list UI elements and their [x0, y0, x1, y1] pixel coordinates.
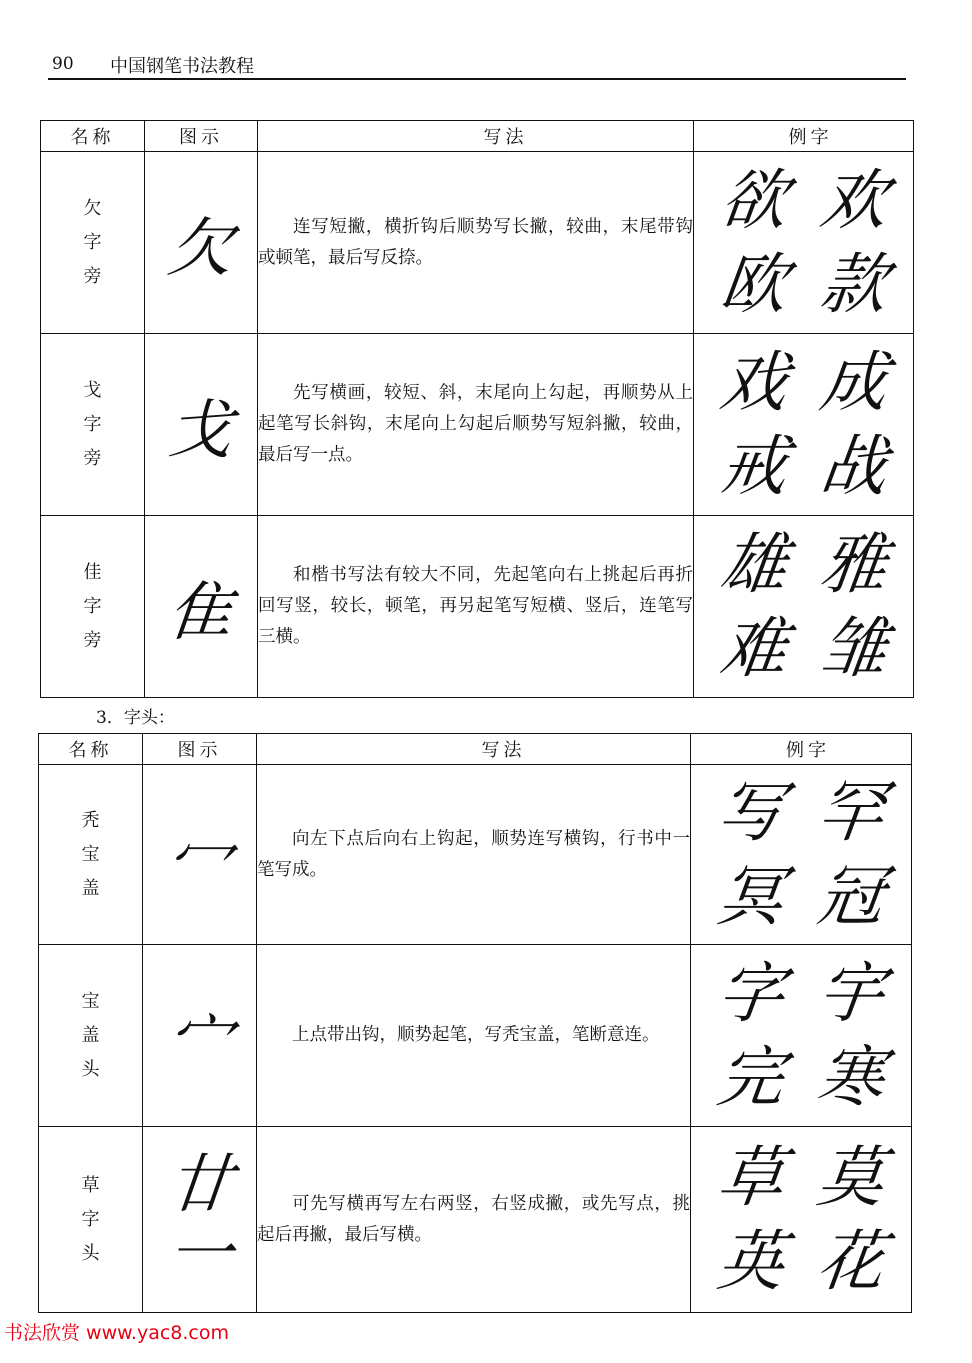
writing-method: 可先写横再写左右两竖，右竖成撇，或先写点，挑起后再撇，最后写横。	[257, 1127, 691, 1313]
example-char: 雏	[815, 609, 892, 687]
name-char: 头	[81, 1242, 100, 1264]
diagram-glyph: 一	[163, 1217, 236, 1292]
name-char: 宝	[81, 843, 100, 865]
col-header-diagram: 图示	[145, 121, 258, 152]
example-char: 戒	[715, 427, 792, 505]
name-char: 旁	[83, 265, 102, 287]
name-char: 字	[83, 595, 102, 617]
example-characters	[691, 765, 912, 945]
name-char: 戈	[83, 379, 102, 401]
example-char: 欢	[815, 161, 892, 239]
example-char: 寒	[813, 1038, 889, 1116]
col-header-name: 名称	[39, 734, 143, 765]
writing-method: 连写短撇，横折钩后顺势写长撇，较曲，末尾带钩或顿笔，最后写反捺。	[258, 152, 694, 334]
writing-method: 先写横画，较短、斜，末尾向上勾起，再顺势从上起笔写长斜钩，末尾向上勾起后顺势写短斜撇，较曲，最后写一点。	[258, 334, 694, 516]
table-row	[39, 765, 912, 945]
col-header-method: 写法	[257, 734, 691, 765]
table-row	[41, 516, 914, 698]
table-row	[41, 334, 914, 516]
example-characters	[694, 334, 914, 516]
name-char: 佳	[83, 561, 102, 583]
col-header-diagram: 图示	[143, 734, 257, 765]
name-char: 旁	[83, 629, 102, 651]
radical-diagram	[143, 1127, 257, 1313]
example-char: 莫	[813, 1138, 889, 1216]
writing-method: 和楷书写法有较大不同，先起笔向右上挑起后再折回写竖，较长，顿笔，再另起笔写短横、竖后，连笔写三横。	[258, 516, 694, 698]
radical-name	[39, 765, 143, 945]
name-char: 旁	[83, 447, 102, 469]
diagram-glyph: 廿	[163, 1147, 236, 1222]
radical-diagram	[145, 516, 258, 698]
watermark: 书法欣赏 www.yac8.com	[4, 1322, 229, 1344]
diagram-glyph: 宀	[162, 1004, 235, 1079]
name-char: 秃	[81, 809, 100, 831]
example-char: 草	[713, 1138, 789, 1216]
name-char: 字	[81, 1208, 100, 1230]
writing-method: 向左下点后向右上钩起，顺势连写横钩，行书中一笔写成。	[257, 765, 691, 945]
table-row	[39, 945, 912, 1127]
radical-name	[39, 1127, 143, 1313]
radical-name	[41, 516, 145, 698]
name-char: 盖	[81, 877, 100, 899]
name-char: 字	[83, 231, 102, 253]
name-char: 欠	[83, 197, 102, 219]
diagram-glyph: 欠	[164, 211, 237, 286]
col-header-name: 名称	[41, 121, 145, 152]
example-char: 罕	[813, 773, 889, 851]
name-char: 字	[83, 413, 102, 435]
example-char: 难	[715, 609, 792, 687]
radical-diagram	[143, 945, 257, 1127]
name-char: 草	[81, 1174, 100, 1196]
writing-method: 上点带出钩，顺势起笔，写秃宝盖，笔断意连。	[257, 945, 691, 1127]
table-row	[39, 1127, 912, 1313]
diagram-glyph: 隹	[164, 575, 237, 650]
table-row	[41, 152, 914, 334]
example-char: 冥	[713, 857, 789, 935]
col-header-method: 写法	[258, 121, 694, 152]
name-char: 盖	[81, 1024, 100, 1046]
example-char: 雄	[715, 525, 792, 603]
radical-table-2	[38, 733, 912, 1313]
radical-name	[41, 152, 145, 334]
radical-name	[39, 945, 143, 1127]
radical-table-1	[40, 120, 914, 698]
example-char: 英	[713, 1222, 789, 1300]
radical-diagram	[145, 152, 258, 334]
example-characters	[694, 516, 914, 698]
example-char: 宇	[813, 954, 889, 1032]
example-char: 成	[815, 343, 892, 421]
example-characters	[691, 945, 912, 1127]
example-char: 戏	[715, 343, 792, 421]
example-char: 战	[815, 427, 892, 505]
name-char: 宝	[81, 990, 100, 1012]
example-characters	[691, 1127, 912, 1313]
example-char: 款	[815, 245, 892, 323]
page-number: 90	[52, 54, 74, 74]
example-char: 冠	[813, 857, 889, 935]
example-char: 完	[713, 1038, 789, 1116]
section-title: 3．字头：	[96, 708, 175, 728]
diagram-glyph: 冖	[162, 823, 235, 898]
name-char: 头	[81, 1058, 100, 1080]
example-char: 欧	[715, 245, 792, 323]
col-header-examples: 例字	[691, 734, 912, 765]
col-header-examples: 例字	[694, 121, 914, 152]
diagram-glyph: 戈	[164, 393, 237, 468]
table-header-row	[41, 121, 914, 152]
radical-name	[41, 334, 145, 516]
radical-diagram	[143, 765, 257, 945]
page-header	[48, 50, 906, 80]
example-char: 字	[713, 954, 789, 1032]
book-title: 中国钢笔书法教程	[110, 56, 254, 77]
radical-diagram	[145, 334, 258, 516]
example-char: 花	[813, 1222, 889, 1300]
example-char: 欲	[715, 161, 792, 239]
example-char: 写	[713, 773, 789, 851]
example-char: 雅	[815, 525, 892, 603]
table-header-row	[39, 734, 912, 765]
example-characters	[694, 152, 914, 334]
